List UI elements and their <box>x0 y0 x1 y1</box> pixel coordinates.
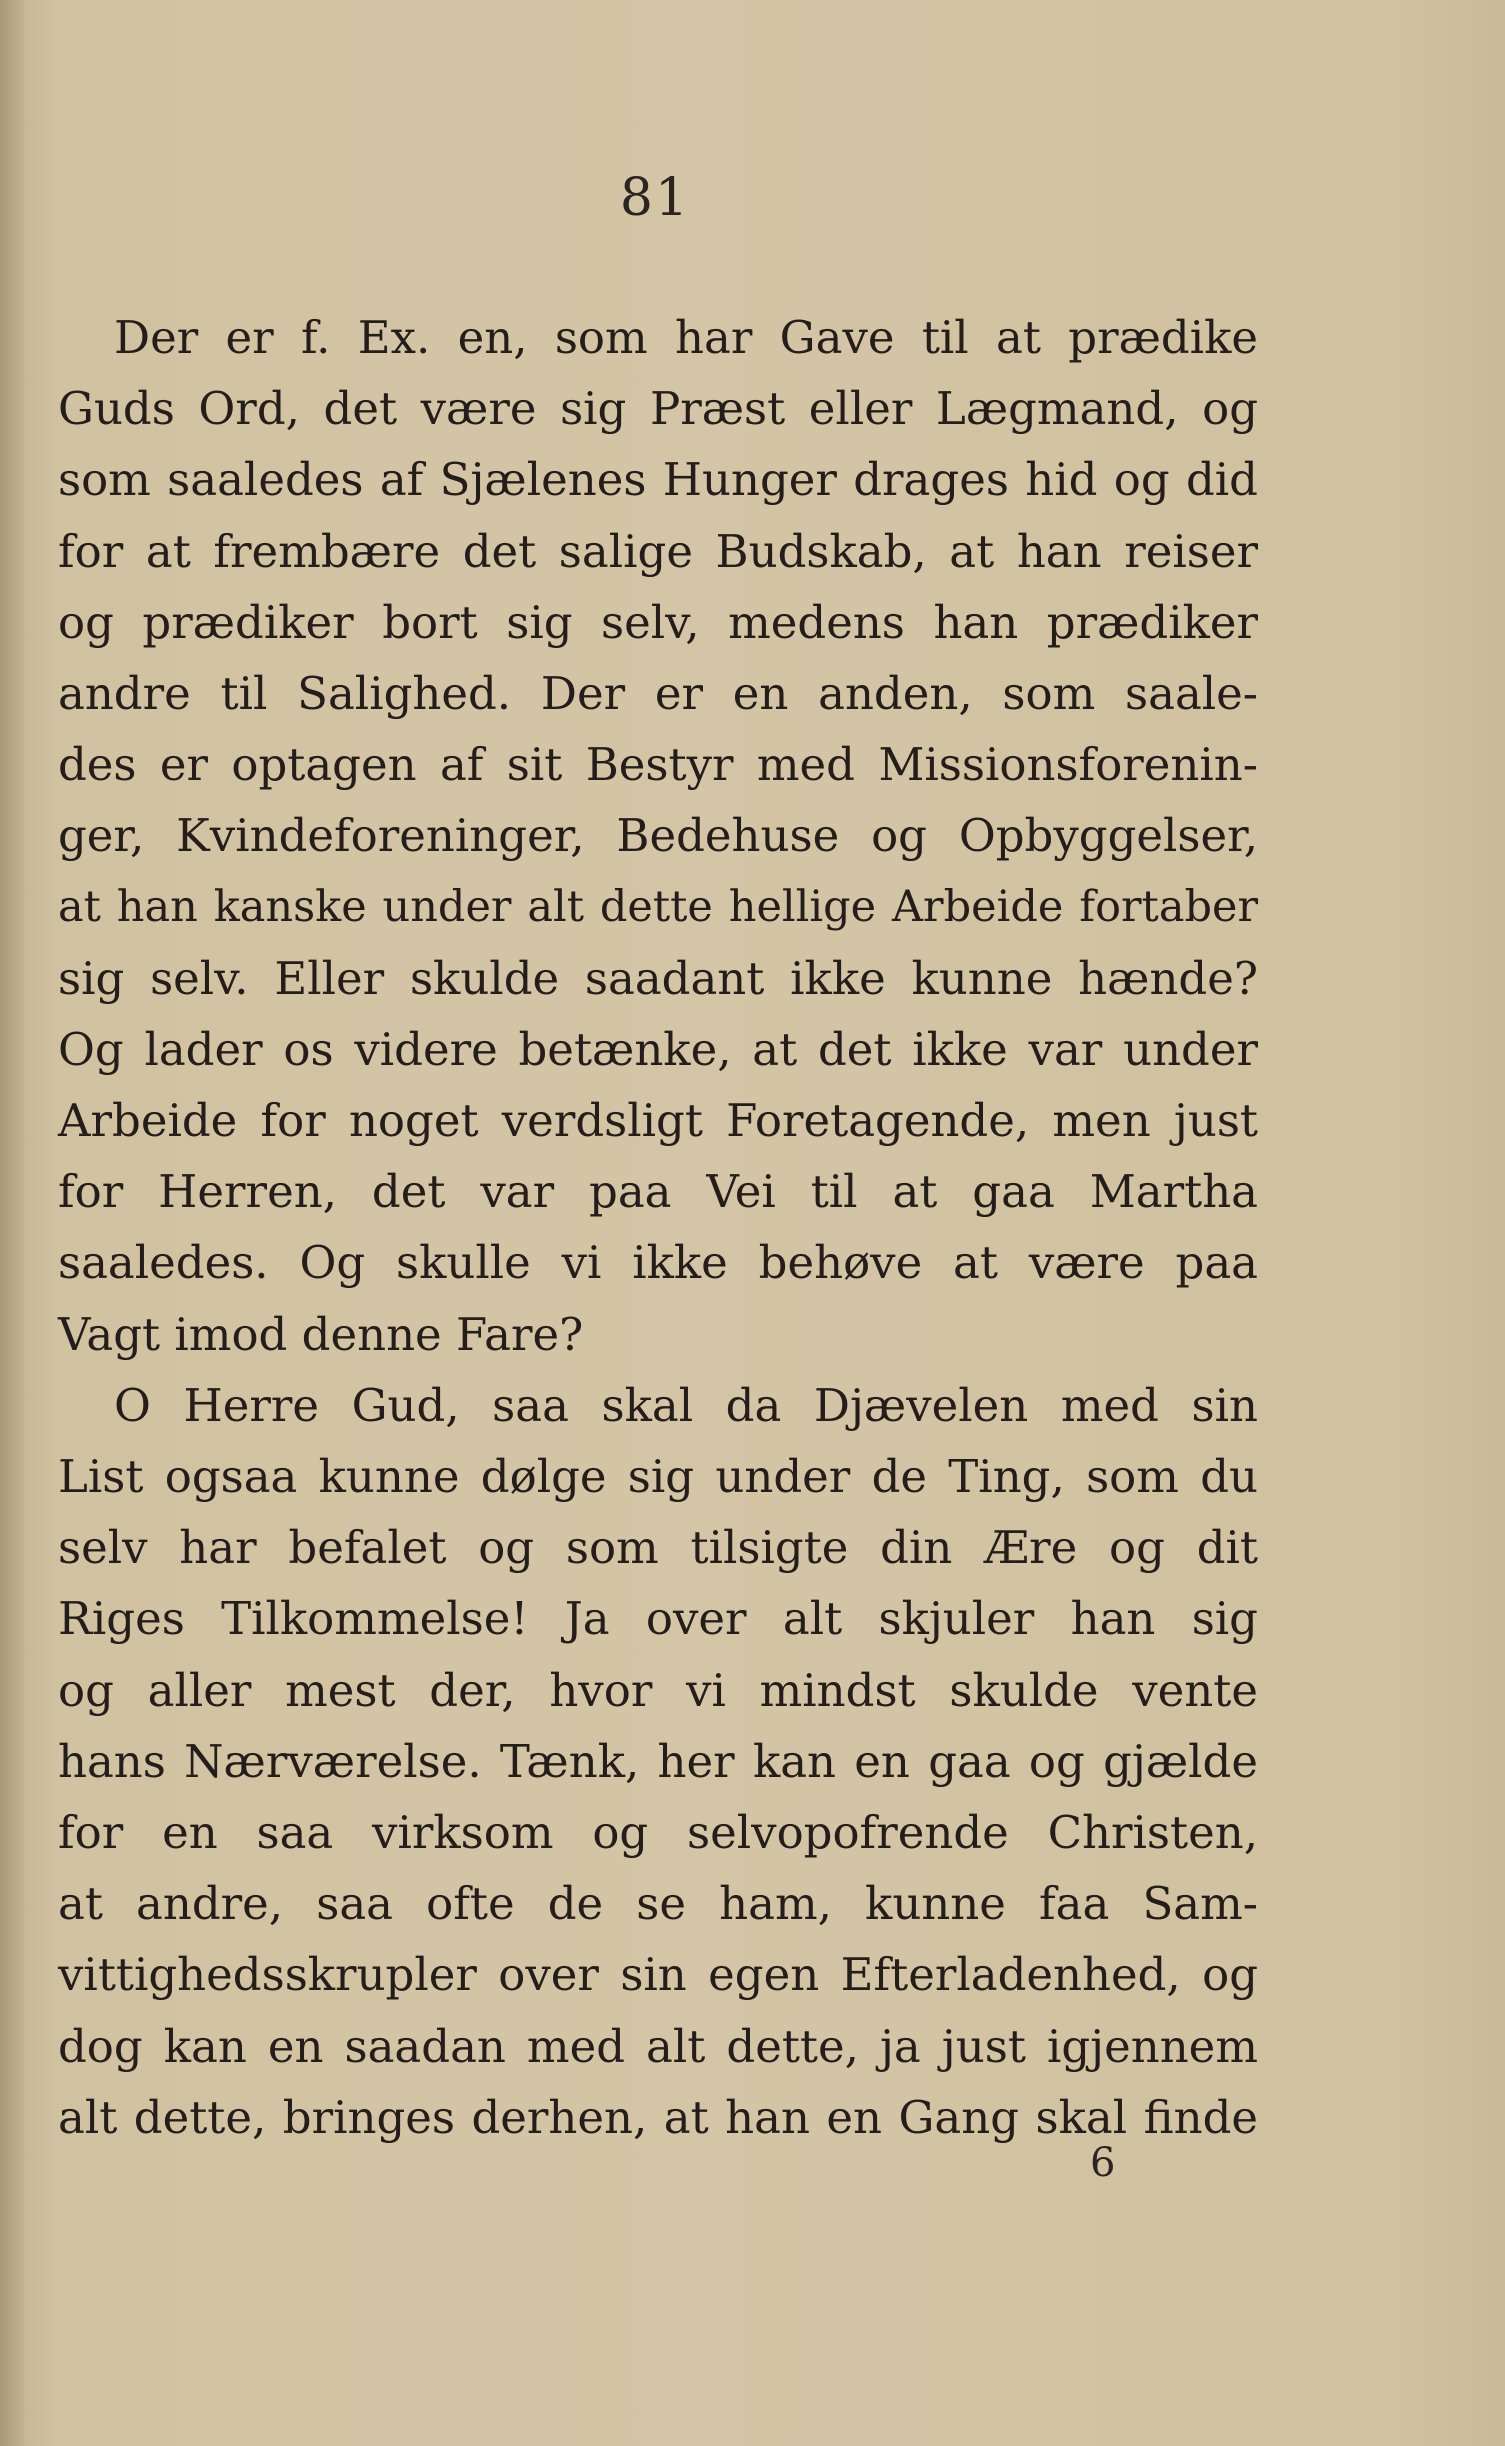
text-line: som saaledes af Sjælenes Hunger drages hid og did <box>58 453 1258 507</box>
body-text <box>58 302 1258 2153</box>
text-line: vittighedsskrupler over sin egen Efterladenhed, og <box>58 1948 1258 2002</box>
text-line: saaledes. Og skulle vi ikke behøve at være paa <box>58 1236 1258 1290</box>
text-line: Der er f. Ex. en, som har Gave til at prædike <box>114 311 1258 364</box>
text-line: Og lader os videre betænke, at det ikke var under <box>58 1022 1258 1076</box>
text-line: alt dette, bringes derhen, at han en Gang skal finde <box>58 2090 1258 2144</box>
text-line: O Herre Gud, saa skal da Djævelen med sin <box>114 1378 1258 1432</box>
text-line: Vagt imod denne Fare? <box>58 1307 584 1361</box>
text-line: sig selv. Eller skulde saadant ikke kunne hænde? <box>58 951 1258 1005</box>
text-line: Guds Ord, det være sig Præst eller Lægmand, og <box>58 382 1258 436</box>
text-line: Arbeide for noget verdsligt Foretagende, men just <box>58 1094 1258 1148</box>
text-line: for Herren, det var paa Vei til at gaa Martha <box>58 1165 1258 1219</box>
text-line: for at frembære det salige Budskab, at han reiser <box>58 524 1258 578</box>
text-line: og prædiker bort sig selv, medens han prædiker <box>58 595 1258 649</box>
signature-mark: 6 <box>1090 2140 1116 2186</box>
text-line: at andre, saa ofte de se ham, kunne faa Sam- <box>58 1877 1258 1931</box>
text-line: dog kan en saadan med alt dette, ja just igjennem <box>58 2019 1258 2073</box>
text-line: Riges Tilkommelse! Ja over alt skjuler han sig <box>58 1592 1258 1646</box>
text-line: List ogsaa kunne dølge sig under de Ting, som du <box>58 1450 1258 1503</box>
text-line: hans Nærværelse. Tænk, her kan en gaa og gjælde <box>58 1734 1258 1788</box>
text-line: at han kanske under alt dette hellige Arbeide fortaber <box>58 881 1258 932</box>
page-binding-edge <box>0 0 24 2446</box>
page-number: 81 <box>619 168 691 228</box>
text-line: ger, Kvindeforeninger, Bedehuse og Opbyggelser, <box>58 809 1258 863</box>
text-line: andre til Salighed. Der er en anden, som saale- <box>58 666 1258 720</box>
text-line: des er optagen af sit Bestyr med Missionsforenin- <box>58 738 1258 792</box>
text-line: selv har befalet og som tilsigte din Ære og dit <box>58 1521 1258 1575</box>
text-line: og aller mest der, hvor vi mindst skulde vente <box>58 1663 1258 1717</box>
text-line: for en saa virksom og selvopofrende Christen, <box>58 1805 1258 1859</box>
